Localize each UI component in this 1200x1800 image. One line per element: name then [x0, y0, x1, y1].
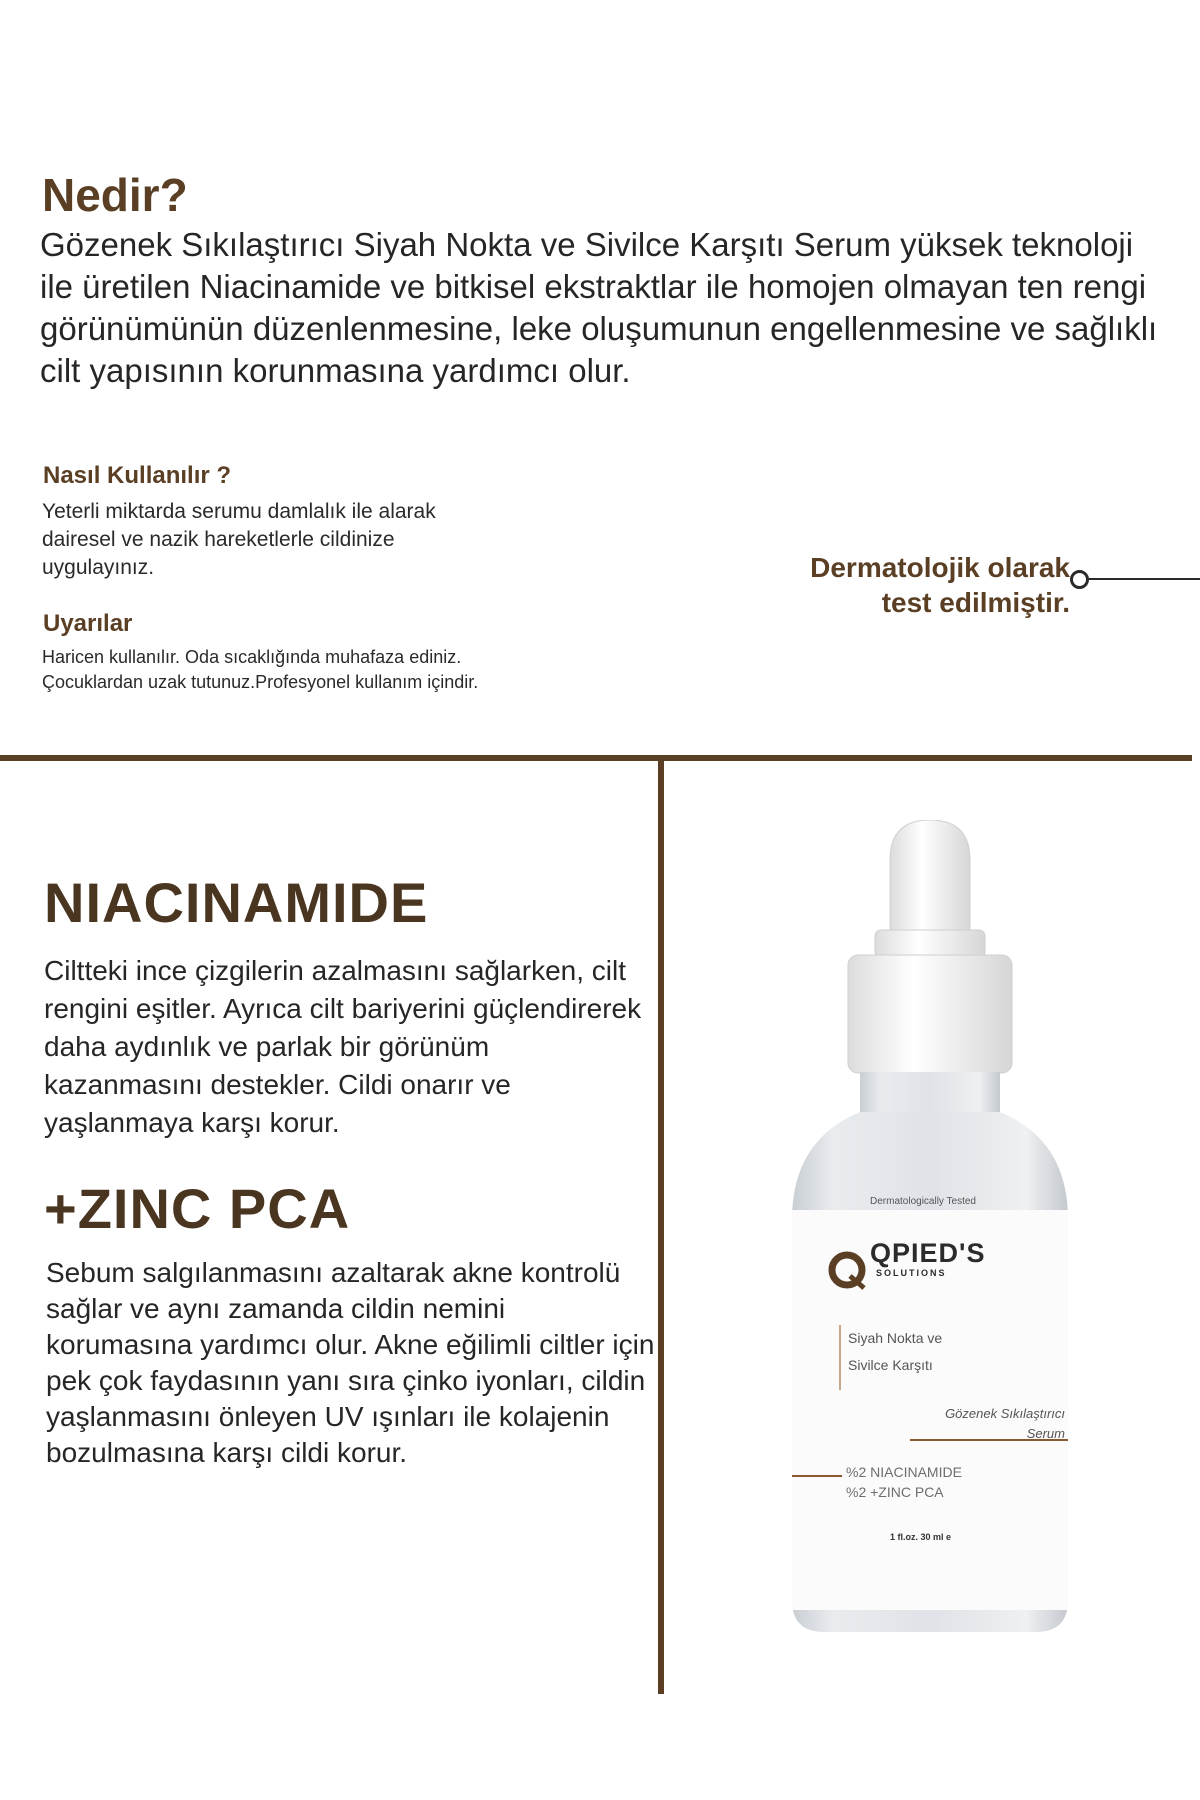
- usage-heading: Nasıl Kullanılır ?: [43, 462, 232, 489]
- bottle-line-1: Siyah Nokta ve: [848, 1330, 943, 1346]
- bottle-ingredient-1: %2 NIACINAMIDE: [846, 1464, 962, 1480]
- intro-text: Gözenek Sıkılaştırıcı Siyah Nokta ve Sivilce Karşıtı Serum yüksek teknoloji ile üretilen Niacinamide ve bitkisel ekstraktlar ile homojen olmayan ten rengi görünümünün düzenlenmesine, leke oluşumunun engellenmesine ve sağlıklı cilt yapısının korunmasına yardımcı olur.: [40, 226, 1158, 389]
- bottle-brand-sub: SOLUTIONS: [876, 1268, 947, 1278]
- bottle-line-2: Sivilce Karşıtı: [848, 1357, 933, 1373]
- dermatology-claim-line-2: test edilmiştir.: [881, 587, 1070, 618]
- serum-bottle: [780, 820, 1080, 1640]
- bottle-brand: QPIED'S: [870, 1238, 986, 1268]
- usage-text: Yeterli miktarda serumu damlalık ile alarak dairesel ve nazik hareketlerle cildinize uygulayınız.: [42, 500, 436, 579]
- dermatology-claim-line-1: Dermatolojik olarak: [810, 552, 1070, 583]
- zinc-text: Sebum salgılanmasını azaltarak akne kontrolü sağlar ve aynı zamanda cildin nemini korumasına yardımcı olur. Akne eğilimli ciltler için pek çok faydasının yanı sıra çinko iyonları, cildin yaşlanmasını önleyen UV ışınları ile kolajenin bozulmasına karşı cildi korur.: [46, 1257, 655, 1468]
- claim-connector-line: [1085, 578, 1200, 580]
- warnings-line-2: Çocuklardan uzak tutunuz.Profesyonel kullanım içindir.: [42, 672, 479, 692]
- warnings-line-1: Haricen kullanılır. Oda sıcaklığında muhafaza ediniz.: [42, 647, 462, 667]
- bottle-ingredient-2: %2 +ZINC PCA: [846, 1484, 944, 1500]
- zinc-heading: +ZINC PCA: [44, 1177, 351, 1240]
- bottle-product-2: Serum: [1026, 1426, 1065, 1441]
- serum-bottle-graphic: [780, 820, 1080, 1640]
- bottle-product-1: Gözenek Sıkılaştırıcı: [945, 1406, 1065, 1421]
- claim-connector-dot: [1070, 570, 1089, 589]
- bottle-tested-label: Dermatologically Tested: [870, 1196, 976, 1207]
- dermatology-claim: [810, 550, 1070, 620]
- warnings-heading: Uyarılar: [43, 610, 133, 637]
- horizontal-divider: [0, 755, 1192, 761]
- intro-heading: Nedir?: [42, 169, 188, 221]
- niacinamide-heading: NIACINAMIDE: [44, 871, 429, 934]
- vertical-divider: [658, 758, 664, 1694]
- niacinamide-text: Ciltteki ince çizgilerin azalmasını sağlarken, cilt rengini eşitler. Ayrıca cilt bariyerini güçlendirerek daha aydınlık ve parlak bir görünüm kazanmasını destekler. Cildi onarır ve yaşlanmaya karşı korur.: [44, 955, 642, 1138]
- bottle-volume: 1 fl.oz. 30 ml e: [890, 1532, 952, 1542]
